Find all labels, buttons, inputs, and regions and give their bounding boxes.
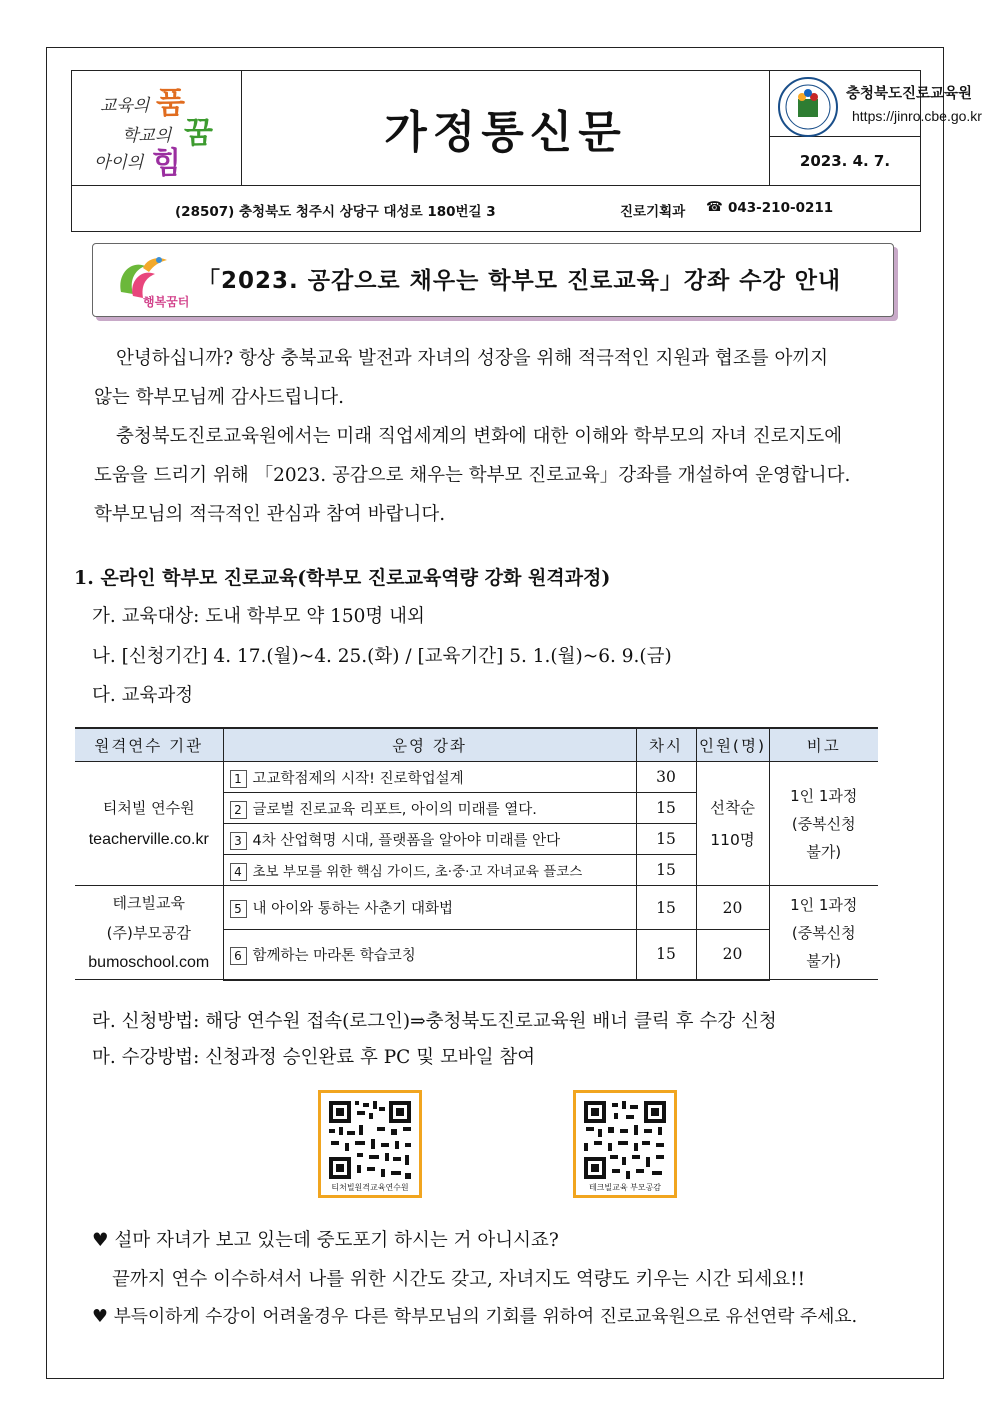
intro-p2-line1: 충청북도진로교육원에서는 미래 직업세계의 변화에 대한 이해와 학부모의 자녀 진로지도에	[116, 426, 843, 447]
svg-text:아이의: 아이의	[94, 153, 144, 173]
svg-text:꿈: 꿈	[184, 116, 213, 151]
intro-p2-line3: 학부모님의 적극적인 관심과 참여 바랍니다.	[94, 504, 446, 525]
institution-name: 티처빌 연수원	[102, 798, 195, 817]
intro-p1-line2: 않는 학부모님께 감사드립니다.	[94, 387, 344, 408]
bumo-qr-code[interactable]	[573, 1090, 677, 1198]
course-number: 5	[230, 900, 247, 918]
banner-logo-text: 행복꿈터	[143, 295, 190, 309]
capacity-cell	[696, 762, 769, 886]
organization-seal-icon	[778, 77, 838, 137]
happy-dream-logo-icon	[111, 252, 191, 310]
qr-code-icon	[321, 1097, 419, 1183]
course-capacity: 20	[696, 930, 769, 980]
section1-attend-method: 마. 수강방법: 신청과정 승인완료 후 PC 및 모바일 참여	[92, 1047, 536, 1068]
course-hours: 15	[636, 855, 696, 886]
organization-url[interactable]: https://jinro.cbe.go.kr	[852, 108, 982, 124]
institution-url: teacherville.co.kr	[88, 830, 209, 848]
svg-text:힘: 힘	[152, 146, 181, 181]
institution-cell	[75, 886, 223, 980]
course-name: 4차 산업혁명 시대, 플랫폼을 알아야 미래를 안다	[252, 832, 561, 849]
note-line: 불가)	[806, 842, 842, 861]
education-slogan-logo	[72, 71, 242, 185]
course-cell	[223, 855, 636, 886]
course-number: 4	[230, 863, 247, 881]
course-hours: 15	[636, 930, 696, 980]
note-line: (중복신청	[791, 923, 856, 942]
section1-apply-method: 라. 신청방법: 해당 연수원 접속(로그인)⇒충청북도진로교육원 배너 클릭 후 수강 신청	[92, 1011, 777, 1032]
course-name: 글로벌 진로교육 리포트, 아이의 미래를 열다.	[252, 801, 537, 818]
section1-title: 1. 온라인 학부모 진로교육(학부모 진로교육역량 강화 원격과정)	[74, 567, 611, 589]
note-cell	[769, 886, 878, 980]
course-banner	[92, 243, 894, 317]
note-cell	[769, 762, 878, 886]
course-name: 내 아이와 통하는 사춘기 대화법	[252, 901, 454, 917]
note-line: 1인 1과정	[790, 786, 858, 805]
institution-name: 테크빌교육	[112, 893, 185, 912]
section1-target: 가. 교육대상: 도내 학부모 약 150명 내외	[92, 606, 425, 627]
organization-cell	[770, 71, 982, 137]
table-header: 차시	[636, 728, 696, 762]
letter-header	[71, 70, 982, 232]
note-line: (중복신청	[791, 814, 856, 833]
course-hours: 15	[636, 793, 696, 824]
svg-text:품: 품	[156, 86, 185, 121]
closing-text: 설마 자녀가 보고 있는데 중도포기 하시는 거 아니시죠?	[114, 1230, 559, 1251]
course-cell	[223, 930, 636, 980]
course-cell	[223, 886, 636, 930]
table-header: 운영 강좌	[223, 728, 636, 762]
table-header: 원격연수 기관	[75, 728, 223, 762]
course-cell	[223, 762, 636, 793]
document-title: 가정통신문	[384, 107, 627, 158]
phone-icon: ☎	[706, 199, 723, 215]
table-row	[75, 762, 878, 793]
section1-period: 나. [신청기간] 4. 17.(월)~4. 25.(화) / [교육기간] 5. 1.(월)~6. 9.(금)	[92, 646, 672, 667]
course-number: 6	[230, 947, 247, 965]
svg-text:학교의: 학교의	[122, 126, 172, 146]
course-cell	[223, 793, 636, 824]
course-number: 1	[230, 770, 247, 788]
slogan-logo-icon	[72, 71, 240, 183]
note-line: 1인 1과정	[790, 895, 858, 914]
course-name: 고교학점제의 시작! 진로학업설계	[252, 770, 464, 787]
issue-date: 2023. 4. 7.	[799, 152, 891, 170]
table-header: 비고	[769, 728, 878, 762]
qr-code-icon	[576, 1097, 674, 1183]
organization-name: 충청북도진로교육원	[846, 86, 973, 102]
course-cell	[223, 824, 636, 855]
capacity-count: 110명	[710, 830, 755, 849]
institution-cell	[75, 762, 223, 886]
course-table	[75, 727, 878, 981]
intro-p1-line1: 안녕하십니까? 항상 충북교육 발전과 자녀의 성장을 위해 적극적인 지원과 협조를 아끼지	[116, 348, 829, 369]
institution-subname: (주)부모공감	[106, 923, 191, 942]
section1-curriculum-label: 다. 교육과정	[92, 685, 194, 706]
course-capacity: 20	[696, 886, 769, 930]
course-name: 초보 부모를 위한 핵심 가이드, 초·중·고 자녀교육 플코스	[252, 863, 583, 880]
course-hours: 15	[636, 886, 696, 930]
banner-title: 「2023. 공감으로 채우는 학부모 진로교육」강좌 수강 안내	[197, 268, 842, 294]
closing-line2: 끝까지 연수 이수하셔서 나를 위한 시간도 갖고, 자녀지도 역량도 키우는 시간 되세요!!	[112, 1269, 806, 1290]
heart-icon: ♥	[92, 1306, 108, 1327]
department: 진로기획과	[620, 204, 686, 220]
closing-text: 부득이하게 수강이 어려울경우 다른 학부모님의 기회를 위하여 진로교육원으로 유선연락 주세요.	[113, 1306, 858, 1327]
closing-line3	[92, 1303, 857, 1328]
institution-url: bumoschool.com	[88, 953, 210, 971]
phone-number: 043-210-0211	[728, 200, 834, 216]
note-line: 불가)	[806, 951, 842, 970]
address: (28507) 충청북도 청주시 상당구 대성로 180번길 3	[175, 204, 496, 220]
heart-icon: ♥	[92, 1230, 109, 1251]
table-header: 인원(명)	[696, 728, 769, 762]
table-header-row	[75, 728, 878, 762]
qr-caption: 티처빌원격교육연수원	[331, 1183, 409, 1192]
svg-text:교육의: 교육의	[100, 96, 150, 116]
capacity-first-come: 선착순	[710, 798, 755, 817]
address-row	[72, 185, 920, 231]
course-hours: 30	[636, 762, 696, 793]
qr-caption: 테크빌교육 부모공감	[588, 1183, 662, 1192]
document-title-cell	[242, 71, 770, 185]
course-hours: 15	[636, 824, 696, 855]
teacherville-qr-code[interactable]	[318, 1090, 422, 1198]
course-number: 2	[230, 801, 247, 819]
course-name: 함께하는 마라톤 학습코칭	[252, 947, 416, 964]
closing-line1	[92, 1226, 559, 1252]
intro-p2-line2: 도움을 드리기 위해 「2023. 공감으로 채우는 학부모 진로교육」강좌를 개설하여 운영합니다.	[94, 465, 851, 486]
table-row	[75, 886, 878, 930]
course-number: 3	[230, 832, 247, 850]
